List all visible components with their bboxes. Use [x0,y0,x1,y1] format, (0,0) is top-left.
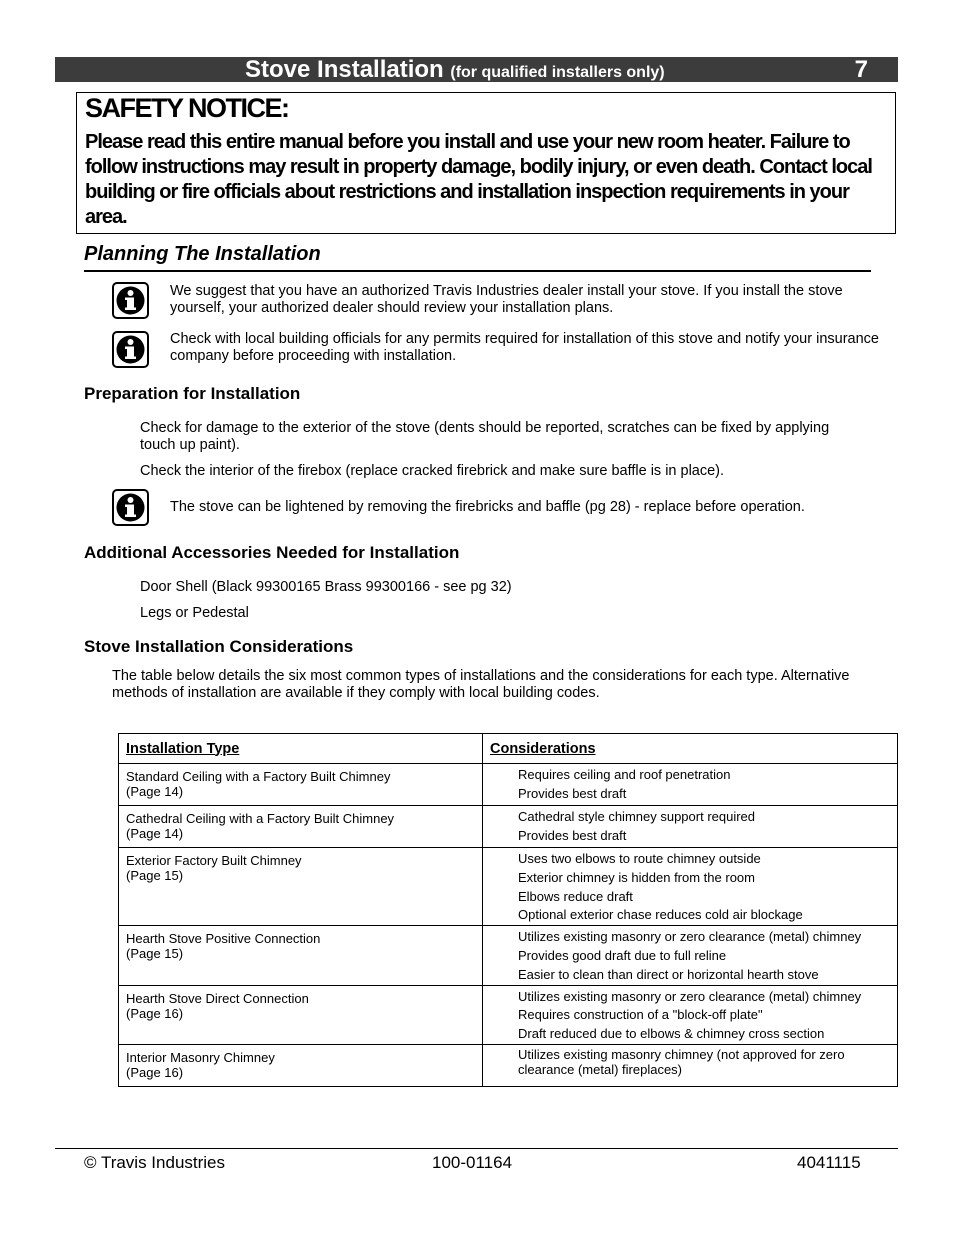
considerations-intro: The table below details the six most common types of installations and the considerations for each type. Alternative methods of installation are available if they comply with local building codes. [112,668,850,701]
installation-page: (Page 16) [126,1005,184,1021]
consideration-item: Elbows reduce draft [518,888,633,904]
installation-type: Standard Ceiling with a Factory Built Chimney [126,769,391,784]
table-row [119,1044,898,1086]
installation-page: (Page 14) [126,784,184,799]
header-title-text: Stove Installation [245,56,444,83]
accessory-item-1: Door Shell (Black 99300165 Brass 99300166 - see pg 32) [140,579,512,595]
info-icon [112,489,149,526]
header-bar [55,57,898,82]
planning-note-2: Check with local building officials for any permits required for installation of this stove and notify your insurance company before proceeding with installation. [170,331,879,364]
heading-accessories: Additional Accessories Needed for Installation [84,543,460,562]
heading-considerations: Stove Installation Considerations [84,637,354,656]
installation-type-cell [119,764,483,806]
footer-doc-number: 100-01164 [432,1153,513,1172]
table-header-considerations: Considerations [483,734,898,764]
table-row [119,764,898,806]
table-row [119,848,898,926]
installation-type: Interior Masonry Chimney [126,1049,275,1065]
installation-type-cell [119,985,483,1044]
consideration-item: Utilizes existing masonry chimney (not approved for zero clearance (metal) fireplaces) [518,1046,845,1077]
table-row [119,985,898,1044]
info-icon [112,331,149,368]
footer-code: 4041115 [797,1153,861,1172]
consideration-item: Utilizes existing masonry or zero clearance (metal) chimney [518,988,862,1004]
consideration-item: Provides good draft due to full reline [518,947,727,963]
installation-type-cell [119,1044,483,1086]
installation-type-cell [119,806,483,848]
installation-page: (Page 15) [126,868,184,883]
installation-table [118,733,898,1087]
table-row [119,926,898,985]
consideration-item: Draft reduced due to elbows & chimney cross section [518,1026,825,1042]
considerations-cell [483,985,898,1044]
consideration-item: Utilizes existing masonry or zero clearance (metal) chimney [518,929,862,945]
preparation-item-1: Check for damage to the exterior of the stove (dents should be reported, scratches can be fixed by applying touch up paint). [140,420,830,453]
consideration-item: Exterior chimney is hidden from the room [518,869,755,885]
considerations-cell [483,764,898,806]
considerations-cell [483,1044,898,1086]
installation-type: Cathedral Ceiling with a Factory Built Chimney [126,811,395,826]
installation-type: Hearth Stove Direct Connection [126,990,309,1006]
header-subtitle: (for qualified installers only) [450,64,665,81]
consideration-item: Requires ceiling and roof penetration [518,767,731,782]
consideration-item: Provides best draft [518,785,627,801]
consideration-item: Optional exterior chase reduces cold air blockage [518,907,803,923]
section-divider [84,270,871,272]
consideration-item: Requires construction of a "block-off plate" [518,1007,763,1023]
consideration-item: Easier to clean than direct or horizontal hearth stove [518,966,819,982]
header-title [245,57,805,82]
footer-divider [55,1148,898,1149]
installation-type-cell [119,848,483,926]
safety-notice-title: SAFETY NOTICE: [85,93,289,123]
section-title-planning: Planning The Installation [84,243,321,265]
table-header-row [119,734,898,764]
installation-page: (Page 14) [126,826,184,841]
preparation-note: The stove can be lightened by removing the firebricks and baffle (pg 28) - replace before operation. [170,499,805,515]
installation-type: Hearth Stove Positive Connection [126,931,321,947]
installation-page: (Page 15) [126,946,184,962]
considerations-cell [483,848,898,926]
installation-type-cell [119,926,483,985]
table-header-installation-type: Installation Type [119,734,483,764]
preparation-item-2: Check the interior of the firebox (replace cracked firebrick and make sure baffle is in place). [140,463,725,479]
heading-preparation: Preparation for Installation [84,384,301,403]
accessory-item-2: Legs or Pedestal [140,605,249,621]
safety-notice-body: Please read this entire manual before you install and use your new room heater. Failure to follow instructions may result in property damage, bodily injury, or even death. Contact local building or fire officials about restrictions and installation inspection requirements in your area. [85,131,872,228]
safety-notice-box [76,92,896,234]
installation-type: Exterior Factory Built Chimney [126,853,302,868]
installation-page: (Page 16) [126,1064,184,1080]
consideration-item: Cathedral style chimney support required [518,809,756,824]
table-row [119,806,898,848]
page-number: 7 [854,56,868,83]
planning-note-1: We suggest that you have an authorized Travis Industries dealer install your stove. If you install the stove yourself, your authorized dealer should review your installation plans. [170,283,843,316]
considerations-cell [483,806,898,848]
info-icon [112,282,149,319]
footer-copyright: © Travis Industries [84,1153,226,1172]
consideration-item: Uses two elbows to route chimney outside [518,851,761,866]
considerations-cell [483,926,898,985]
consideration-item: Provides best draft [518,827,627,843]
